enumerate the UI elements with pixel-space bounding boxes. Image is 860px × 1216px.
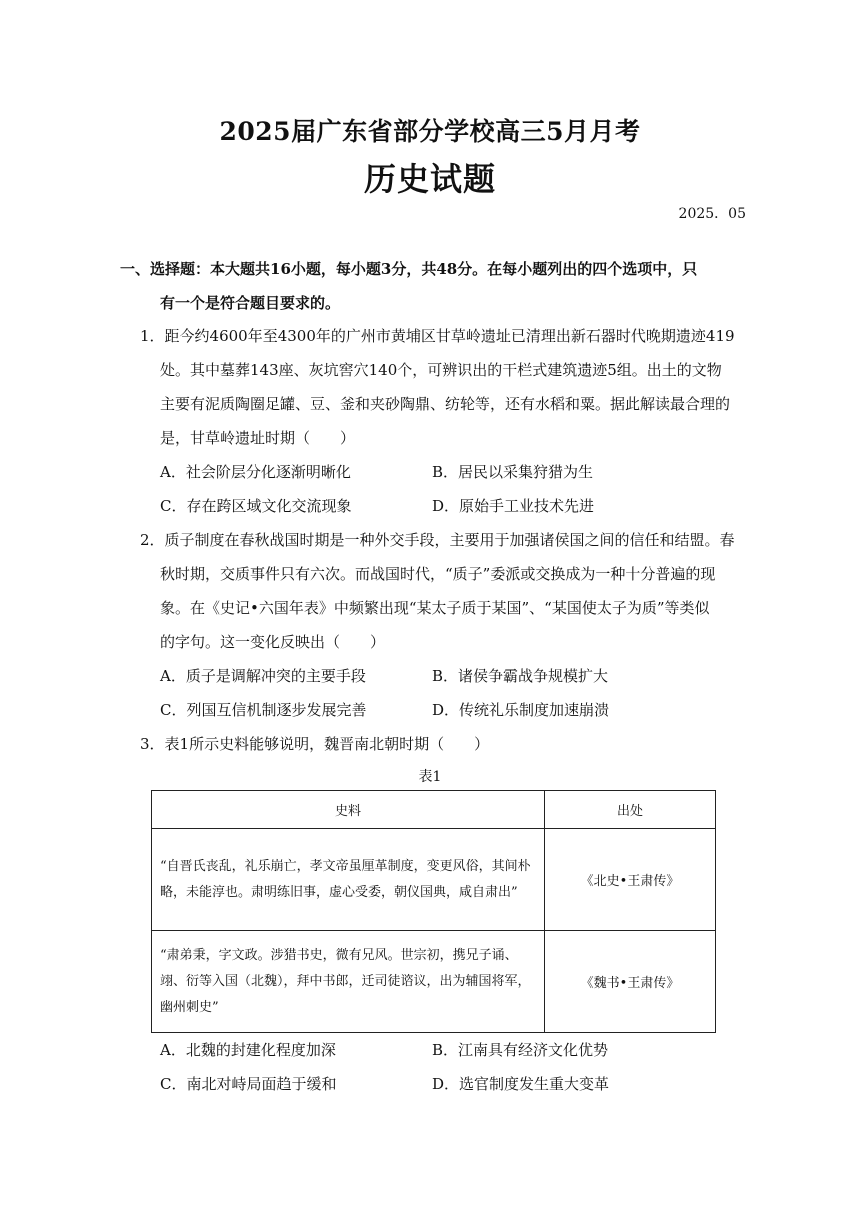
question-3-line-1: 3．表1所示史料能够说明，魏晋南北朝时期（ ） [140, 735, 490, 753]
question-1-option-b: B．居民以采集狩猎为生 [432, 463, 594, 481]
table-header-source-text: 史料 [152, 791, 545, 829]
exam-subject-title: 历史试题 [363, 160, 496, 198]
question-2-option-a: A．质子是调解冲突的主要手段 [160, 667, 366, 685]
question-3-option-b: B．江南具有经济文化优势 [432, 1041, 609, 1059]
question-1-line-3: 主要有泥质陶圈足罐、豆、釜和夹砂陶鼎、纺轮等，还有水稻和粟。据此解读最合理的 [160, 395, 731, 413]
question-2-line-1: 2．质子制度在春秋战国时期是一种外交手段，主要用于加强诸侯国之间的信任和结盟。春 [140, 531, 735, 549]
table-header-origin: 出处 [545, 791, 716, 829]
question-2-option-d: D．传统礼乐制度加速崩溃 [432, 701, 610, 719]
table-header-row [152, 791, 716, 829]
question-1-line-2: 处。其中墓葬143座、灰坑窖穴140个，可辨识出的干栏式建筑遗迹5组。出土的文物 [160, 361, 722, 379]
table-row [152, 829, 716, 931]
question-2-line-2: 秋时期，交质事件只有六次。而战国时代，“质子”委派或交换成为一种十分普遍的现 [160, 565, 716, 583]
question-3-option-d: D．选官制度发生重大变革 [432, 1075, 610, 1093]
table-row [152, 931, 716, 1033]
table-cell-origin: 《魏书•王肃传》 [545, 931, 716, 1033]
section-heading-line-1: 一、选择题：本大题共16小题，每小题3分，共48分。在每小题列出的四个选项中，只 [120, 260, 698, 278]
table-cell-source-text: “肃弟秉，字文政。涉猎书史，微有兄风。世宗初，携兄子诵、翊、衍等入国（北魏），拜中书郎，迁司徒谘议，出为辅国将军，幽州刺史” [152, 931, 545, 1033]
question-3-option-c: C．南北对峙局面趋于缓和 [160, 1075, 337, 1093]
question-1-option-c: C．存在跨区域文化交流现象 [160, 497, 352, 515]
question-3-option-a: A．北魏的封建化程度加深 [160, 1041, 336, 1059]
question-2-option-c: C．列国互信机制逐步发展完善 [160, 701, 367, 719]
exam-title: 2025届广东省部分学校高三5月月考 [219, 117, 641, 146]
table-caption: 表1 [418, 769, 442, 785]
question-2-line-3: 象。在《史记•六国年表》中频繁出现“某太子质于某国”、“某国使太子为质”等类似 [160, 599, 710, 617]
question-1-option-d: D．原始手工业技术先进 [432, 497, 595, 515]
question-2-option-b: B．诸侯争霸战争规模扩大 [432, 667, 609, 685]
exam-date: 2025．05 [678, 206, 746, 222]
question-1-line-1: 1．距今约4600年至4300年的广州市黄埔区甘草岭遗址已清理出新石器时代晚期遗迹419 [140, 327, 735, 345]
question-1-line-4: 是，甘草岭遗址时期（ ） [160, 429, 356, 447]
source-table [151, 790, 716, 1033]
question-2-line-4: 的字句。这一变化反映出（ ） [160, 633, 386, 651]
section-heading-line-2: 有一个是符合题目要求的。 [160, 294, 341, 312]
table-cell-origin: 《北史•王肃传》 [545, 829, 716, 931]
question-1-option-a: A．社会阶层分化逐渐明晰化 [160, 463, 351, 481]
table-cell-source-text: “自晋氏丧乱，礼乐崩亡，孝文帝虽厘革制度，变更风俗，其间朴略，未能淳也。肃明练旧事，虚心受委，朝仪国典，咸自肃出” [152, 829, 545, 931]
